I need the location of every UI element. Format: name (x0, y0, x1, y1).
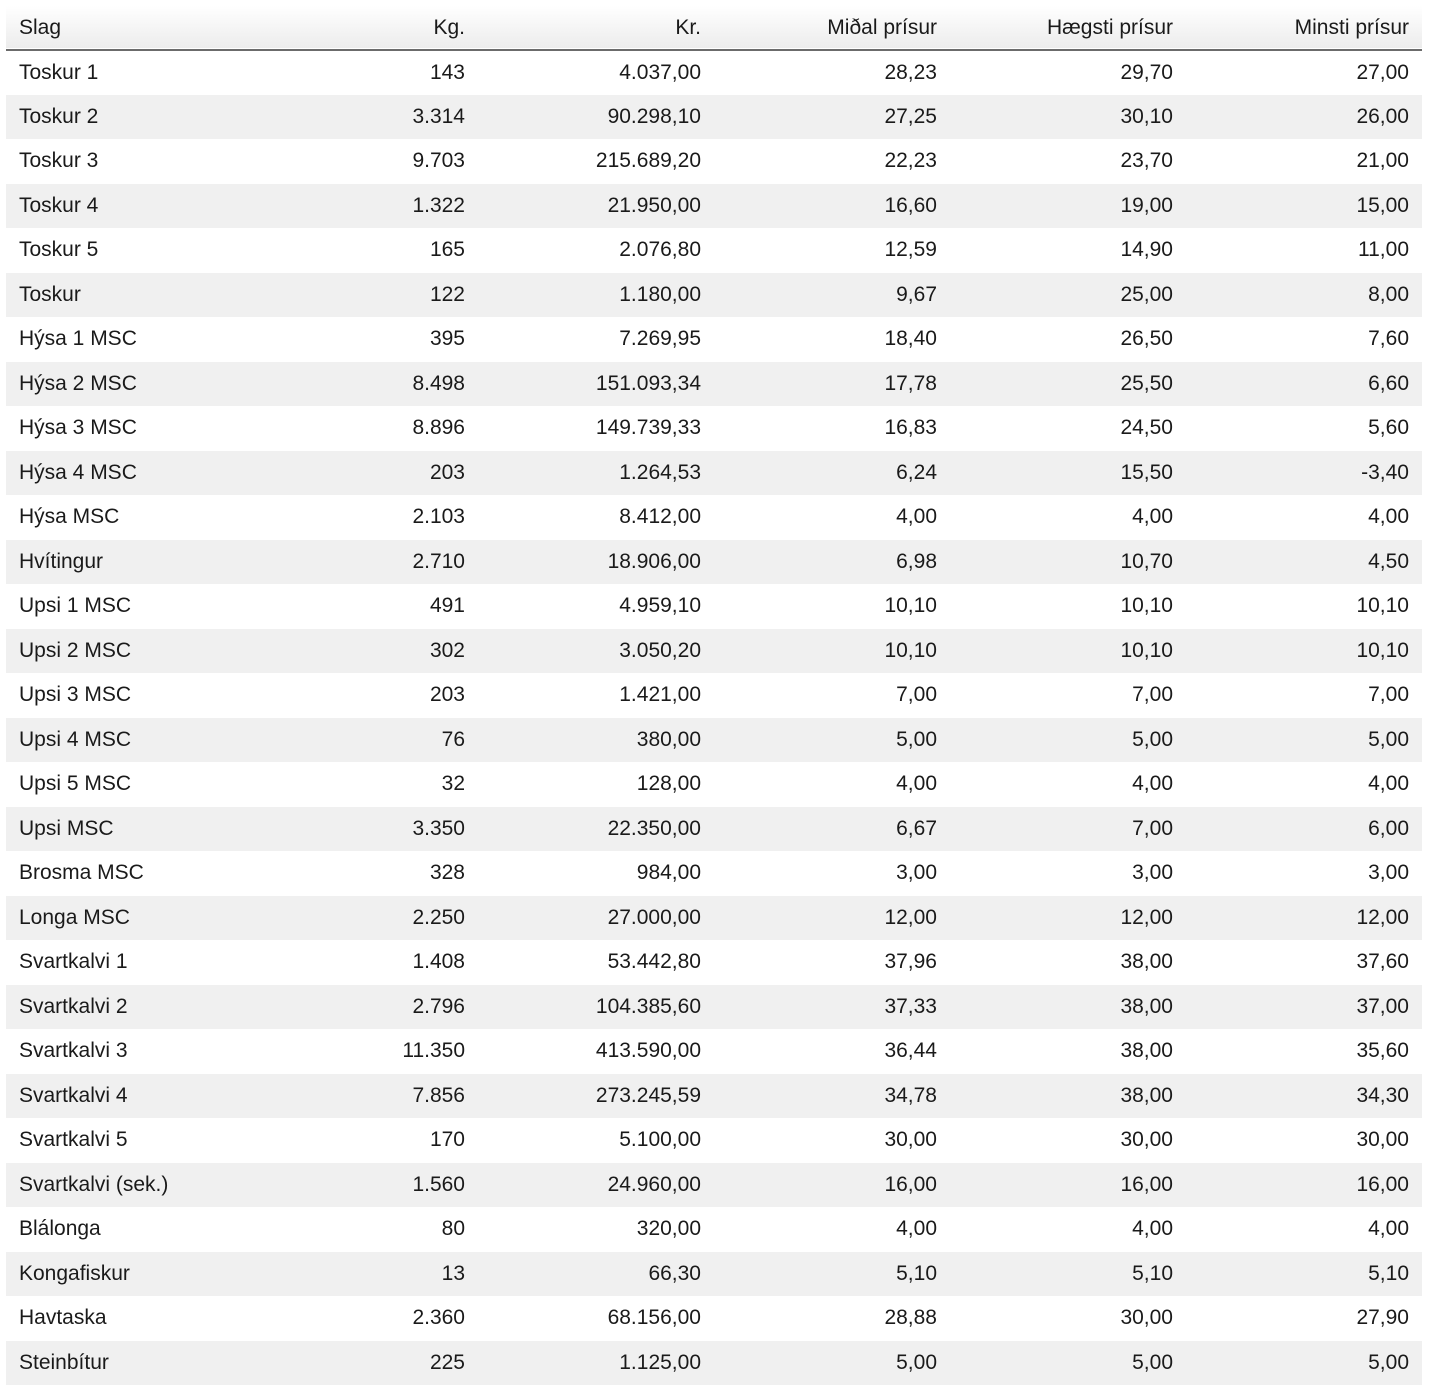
table-row (6, 540, 1422, 585)
species-cell: Hýsa 3 MSC (19, 416, 137, 440)
highest-price-cell: 26,50 (1120, 327, 1173, 351)
average-price-cell: 7,00 (896, 683, 937, 707)
species-cell: Svartkalvi 4 (19, 1083, 128, 1107)
kg-cell: 203 (429, 683, 465, 707)
kg-cell: 80 (441, 1217, 465, 1241)
highest-price-cell: 5,00 (1132, 727, 1173, 751)
average-price-cell: 16,00 (884, 1172, 937, 1196)
species-cell: Steinbítur (19, 1350, 109, 1374)
kg-cell: 1.322 (412, 193, 465, 217)
kg-cell: 1.560 (412, 1172, 465, 1196)
kg-cell: 395 (429, 327, 465, 351)
column-header-highest-price[interactable]: Hægsti prísur (1046, 15, 1173, 39)
kr-cell: 149.739,33 (595, 416, 701, 440)
species-cell: Toskur 4 (19, 193, 99, 217)
kr-cell: 66,30 (648, 1261, 701, 1285)
average-price-cell: 6,98 (896, 549, 937, 573)
lowest-price-cell: 34,30 (1356, 1083, 1409, 1107)
table-row (6, 1118, 1422, 1163)
average-price-cell: 5,00 (896, 727, 937, 751)
lowest-price-cell: 7,00 (1368, 683, 1409, 707)
highest-price-cell: 3,00 (1132, 861, 1173, 885)
table-row (6, 451, 1422, 496)
kg-cell: 203 (429, 460, 465, 484)
lowest-price-cell: 21,00 (1356, 149, 1409, 173)
kg-cell: 8.498 (412, 371, 465, 395)
kr-cell: 68.156,00 (607, 1306, 701, 1330)
table-row (6, 940, 1422, 985)
kr-cell: 320,00 (636, 1217, 701, 1241)
kr-cell: 413.590,00 (595, 1039, 701, 1063)
species-cell: Svartkalvi 3 (19, 1039, 128, 1063)
table-row (6, 673, 1422, 718)
highest-price-cell: 7,00 (1132, 816, 1173, 840)
lowest-price-cell: 27,90 (1356, 1306, 1409, 1330)
kg-cell: 170 (429, 1128, 465, 1152)
highest-price-cell: 7,00 (1132, 683, 1173, 707)
species-cell: Toskur 5 (19, 238, 99, 262)
lowest-price-cell: 30,00 (1356, 1128, 1409, 1152)
kg-cell: 491 (429, 594, 465, 618)
average-price-cell: 37,96 (884, 950, 937, 974)
average-price-cell: 10,10 (884, 638, 937, 662)
lowest-price-cell: 16,00 (1356, 1172, 1409, 1196)
highest-price-cell: 10,10 (1120, 594, 1173, 618)
average-price-cell: 12,00 (884, 905, 937, 929)
highest-price-cell: 30,00 (1120, 1306, 1173, 1330)
lowest-price-cell: 35,60 (1356, 1039, 1409, 1063)
kg-cell: 3.314 (412, 104, 465, 128)
table-row (6, 629, 1422, 674)
average-price-cell: 5,10 (896, 1261, 937, 1285)
kg-cell: 2.710 (412, 549, 465, 573)
table-row (6, 762, 1422, 807)
species-cell: Hýsa 1 MSC (19, 327, 137, 351)
species-cell: Upsi 2 MSC (19, 638, 132, 662)
kr-cell: 5.100,00 (619, 1128, 701, 1152)
table-row (6, 896, 1422, 941)
species-cell: Kongafiskur (19, 1261, 130, 1285)
species-cell: Hýsa 4 MSC (19, 460, 137, 484)
kr-cell: 1.125,00 (619, 1350, 701, 1374)
kr-cell: 104.385,60 (595, 994, 701, 1018)
highest-price-cell: 38,00 (1120, 1083, 1173, 1107)
table-row (6, 184, 1422, 229)
lowest-price-cell: 8,00 (1368, 282, 1409, 306)
highest-price-cell: 10,10 (1120, 638, 1173, 662)
table-row (6, 851, 1422, 896)
table-body (6, 50, 1422, 1385)
lowest-price-cell: 4,00 (1368, 772, 1409, 796)
table-row (6, 1207, 1422, 1252)
lowest-price-cell: 12,00 (1356, 905, 1409, 929)
column-header-kg[interactable]: Kg. (433, 15, 465, 39)
species-cell: Svartkalvi 1 (19, 950, 128, 974)
kr-cell: 24.960,00 (607, 1172, 701, 1196)
average-price-cell: 30,00 (884, 1128, 937, 1152)
highest-price-cell: 38,00 (1120, 1039, 1173, 1063)
table-row (6, 985, 1422, 1030)
lowest-price-cell: 10,10 (1356, 638, 1409, 662)
table-row (6, 139, 1422, 184)
lowest-price-cell: 5,00 (1368, 727, 1409, 751)
column-header-average-price[interactable]: Miðal prísur (827, 15, 937, 39)
species-cell: Upsi 3 MSC (19, 683, 132, 707)
table-row (6, 1163, 1422, 1208)
kr-cell: 21.950,00 (607, 193, 701, 217)
table-row (6, 718, 1422, 763)
lowest-price-cell: 4,50 (1368, 549, 1409, 573)
average-price-cell: 5,00 (896, 1350, 937, 1374)
average-price-cell: 6,67 (896, 816, 937, 840)
highest-price-cell: 12,00 (1120, 905, 1173, 929)
table-row (6, 50, 1422, 95)
table-row (6, 362, 1422, 407)
header-row (6, 6, 1422, 50)
highest-price-cell: 25,00 (1120, 282, 1173, 306)
kr-cell: 27.000,00 (607, 905, 701, 929)
kr-cell: 8.412,00 (619, 505, 701, 529)
kg-cell: 3.350 (412, 816, 465, 840)
kg-cell: 2.796 (412, 994, 465, 1018)
kr-cell: 2.076,80 (619, 238, 701, 262)
table-row (6, 406, 1422, 451)
average-price-cell: 16,60 (884, 193, 937, 217)
kr-cell: 4.959,10 (619, 594, 701, 618)
highest-price-cell: 24,50 (1120, 416, 1173, 440)
average-price-cell: 3,00 (896, 861, 937, 885)
kr-cell: 22.350,00 (607, 816, 701, 840)
average-price-cell: 36,44 (884, 1039, 937, 1063)
species-cell: Hýsa MSC (19, 505, 120, 529)
table-header (6, 6, 1422, 50)
table-row (6, 1341, 1422, 1386)
lowest-price-cell: 6,00 (1368, 816, 1409, 840)
highest-price-cell: 30,00 (1120, 1128, 1173, 1152)
kg-cell: 8.896 (412, 416, 465, 440)
average-price-cell: 4,00 (896, 772, 937, 796)
column-header-lowest-price[interactable]: Minsti prísur (1294, 15, 1409, 39)
kr-cell: 1.264,53 (619, 460, 701, 484)
table-row (6, 1029, 1422, 1074)
average-price-cell: 12,59 (884, 238, 937, 262)
highest-price-cell: 4,00 (1132, 505, 1173, 529)
kg-cell: 165 (429, 238, 465, 262)
lowest-price-cell: 27,00 (1356, 60, 1409, 84)
kr-cell: 1.421,00 (619, 683, 701, 707)
kr-cell: 128,00 (636, 772, 701, 796)
kg-cell: 122 (429, 282, 465, 306)
kg-cell: 225 (429, 1350, 465, 1374)
table-row (6, 228, 1422, 273)
table-row (6, 1296, 1422, 1341)
kr-cell: 90.298,10 (607, 104, 701, 128)
highest-price-cell: 30,10 (1120, 104, 1173, 128)
highest-price-cell: 38,00 (1120, 994, 1173, 1018)
lowest-price-cell: 7,60 (1368, 327, 1409, 351)
highest-price-cell: 4,00 (1132, 772, 1173, 796)
average-price-cell: 16,83 (884, 416, 937, 440)
kg-cell: 76 (441, 727, 465, 751)
species-cell: Toskur (19, 282, 81, 306)
average-price-cell: 37,33 (884, 994, 937, 1018)
kr-cell: 380,00 (636, 727, 701, 751)
kr-cell: 4.037,00 (619, 60, 701, 84)
lowest-price-cell: 5,10 (1368, 1261, 1409, 1285)
species-cell: Upsi 5 MSC (19, 772, 132, 796)
highest-price-cell: 4,00 (1132, 1217, 1173, 1241)
average-price-cell: 28,23 (884, 60, 937, 84)
average-price-cell: 18,40 (884, 327, 937, 351)
highest-price-cell: 10,70 (1120, 549, 1173, 573)
lowest-price-cell: 10,10 (1356, 594, 1409, 618)
kg-cell: 13 (441, 1261, 465, 1285)
lowest-price-cell: 6,60 (1368, 371, 1409, 395)
lowest-price-cell: -3,40 (1361, 460, 1409, 484)
average-price-cell: 9,67 (896, 282, 937, 306)
highest-price-cell: 5,10 (1132, 1261, 1173, 1285)
kr-cell: 53.442,80 (607, 950, 701, 974)
average-price-cell: 4,00 (896, 505, 937, 529)
column-header-slag[interactable]: Slag (19, 15, 62, 39)
highest-price-cell: 16,00 (1120, 1172, 1173, 1196)
kg-cell: 302 (429, 638, 465, 662)
species-cell: Svartkalvi 2 (19, 994, 128, 1018)
average-price-cell: 10,10 (884, 594, 937, 618)
average-price-cell: 17,78 (884, 371, 937, 395)
average-price-cell: 28,88 (884, 1306, 937, 1330)
price-table (6, 6, 1422, 1385)
average-price-cell: 4,00 (896, 1217, 937, 1241)
kg-cell: 2.360 (412, 1306, 465, 1330)
kr-cell: 273.245,59 (595, 1083, 701, 1107)
column-header-kr[interactable]: Kr. (675, 15, 701, 39)
lowest-price-cell: 3,00 (1368, 861, 1409, 885)
lowest-price-cell: 4,00 (1368, 1217, 1409, 1241)
kg-cell: 2.250 (412, 905, 465, 929)
lowest-price-cell: 4,00 (1368, 505, 1409, 529)
highest-price-cell: 38,00 (1120, 950, 1173, 974)
species-cell: Upsi 4 MSC (19, 727, 132, 751)
kr-cell: 1.180,00 (619, 282, 701, 306)
species-cell: Upsi MSC (19, 816, 114, 840)
highest-price-cell: 15,50 (1120, 460, 1173, 484)
kr-cell: 7.269,95 (619, 327, 701, 351)
species-cell: Havtaska (19, 1306, 107, 1330)
kg-cell: 328 (429, 861, 465, 885)
average-price-cell: 34,78 (884, 1083, 937, 1107)
average-price-cell: 27,25 (884, 104, 937, 128)
lowest-price-cell: 37,00 (1356, 994, 1409, 1018)
lowest-price-cell: 15,00 (1356, 193, 1409, 217)
kr-cell: 3.050,20 (619, 638, 701, 662)
price-table-container (6, 6, 1422, 1385)
kr-cell: 984,00 (636, 861, 701, 885)
kg-cell: 1.408 (412, 950, 465, 974)
table-row (6, 95, 1422, 140)
species-cell: Toskur 2 (19, 104, 99, 128)
kg-cell: 11.350 (402, 1039, 465, 1063)
species-cell: Toskur 3 (19, 149, 99, 173)
table-row (6, 1252, 1422, 1297)
kr-cell: 151.093,34 (595, 371, 701, 395)
table-row (6, 495, 1422, 540)
species-cell: Svartkalvi (sek.) (19, 1172, 169, 1196)
species-cell: Toskur 1 (19, 60, 99, 84)
lowest-price-cell: 11,00 (1358, 238, 1409, 262)
average-price-cell: 22,23 (884, 149, 937, 173)
kr-cell: 18.906,00 (607, 549, 701, 573)
lowest-price-cell: 5,00 (1368, 1350, 1409, 1374)
species-cell: Blálonga (19, 1217, 101, 1241)
species-cell: Upsi 1 MSC (19, 594, 132, 618)
kg-cell: 9.703 (412, 149, 465, 173)
species-cell: Longa MSC (19, 905, 130, 929)
lowest-price-cell: 37,60 (1356, 950, 1409, 974)
highest-price-cell: 25,50 (1120, 371, 1173, 395)
highest-price-cell: 23,70 (1120, 149, 1173, 173)
highest-price-cell: 5,00 (1132, 1350, 1173, 1374)
table-row (6, 1074, 1422, 1119)
table-row (6, 807, 1422, 852)
species-cell: Svartkalvi 5 (19, 1128, 128, 1152)
lowest-price-cell: 5,60 (1368, 416, 1409, 440)
table-row (6, 273, 1422, 318)
table-row (6, 584, 1422, 629)
highest-price-cell: 19,00 (1120, 193, 1173, 217)
average-price-cell: 6,24 (896, 460, 937, 484)
species-cell: Hýsa 2 MSC (19, 371, 137, 395)
highest-price-cell: 14,90 (1120, 238, 1173, 262)
lowest-price-cell: 26,00 (1356, 104, 1409, 128)
kr-cell: 215.689,20 (595, 149, 701, 173)
kg-cell: 2.103 (412, 505, 465, 529)
highest-price-cell: 29,70 (1120, 60, 1173, 84)
kg-cell: 7.856 (412, 1083, 465, 1107)
species-cell: Hvítingur (19, 549, 104, 573)
table-row (6, 317, 1422, 362)
kg-cell: 32 (441, 772, 465, 796)
species-cell: Brosma MSC (19, 861, 144, 885)
kg-cell: 143 (429, 60, 465, 84)
